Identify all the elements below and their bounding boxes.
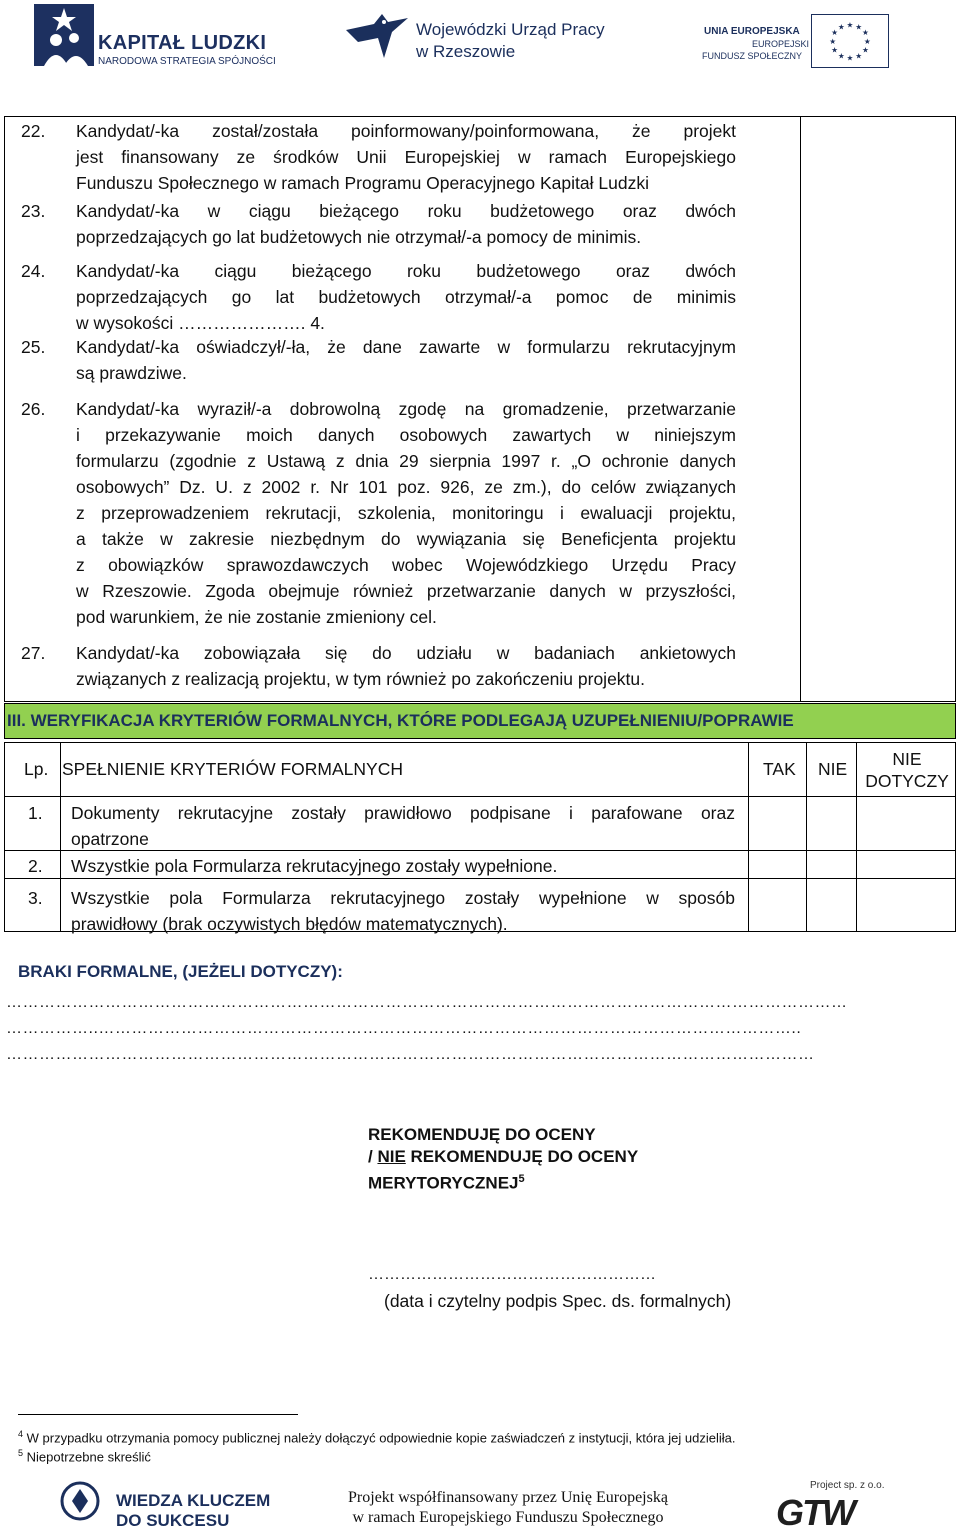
recommendation-block xyxy=(368,1124,638,1195)
recommendation-footnote-mark: 5 xyxy=(518,1173,525,1185)
header-criteria: SPEŁNIENIE KRYTERIÓW FORMALNYCH xyxy=(62,759,403,779)
item-line: formularzu (zgodnie z Ustawą z dnia 29 sierpnia 1997 r. „O ochronie danych xyxy=(76,451,736,471)
dotted-line: ……………………………………………………………………………………………………………………………………… xyxy=(6,994,848,1011)
item-line: poprzedzających go lat budżetowych nie otrzymał/-a pomocy de minimis. xyxy=(76,227,642,247)
item-text xyxy=(76,258,736,336)
recommendation-nie: NIE xyxy=(377,1147,406,1166)
item-line: z obowiązków sprawozdawczych wobec Wojewódzkiego Urzędu Pracy xyxy=(76,555,736,575)
wiedza-kluczem-logo xyxy=(60,1475,290,1531)
dotted-line: ……………..……………………………………………………………………………………………………………….. xyxy=(6,1020,802,1037)
item-line: w Rzeszowie. Zgoda obejmuje również przetwarzanie danych w przyszłości, xyxy=(76,581,736,601)
eu-line1: UNIA EUROPEJSKA xyxy=(704,26,800,37)
item-line: pod warunkiem, że nie zostanie zmieniony cel. xyxy=(76,607,437,627)
recommendation-slash: / xyxy=(368,1147,378,1166)
row-3-line1: Wszystkie pola Formularza rekrutacyjnego zostały wypełnione w sposób xyxy=(71,888,735,908)
project-cofinanced-note xyxy=(348,1488,668,1528)
item-line: związanych z realizacją projektu, w tym również po zakończeniu projektu. xyxy=(76,669,646,689)
recommendation-line3-text: MERYTORYCZNEJ xyxy=(368,1173,519,1193)
kapital-ludzki-title: KAPITAŁ LUDZKI xyxy=(98,32,267,54)
item-line: a także w zakresie niezbędnym do wywiązania się Beneficjenta projektu xyxy=(76,529,736,549)
item-number: 24. xyxy=(21,261,46,281)
item-line: i przekazywanie moich danych osobowych zawartych w niniejszym xyxy=(76,425,736,445)
item-text xyxy=(76,198,736,250)
header-tak: TAK xyxy=(763,759,796,779)
svg-text:★: ★ xyxy=(855,51,863,61)
svg-text:★: ★ xyxy=(846,20,854,30)
footnote-mark: 4 xyxy=(18,1429,24,1439)
wiedza-kluczem-emblem-icon xyxy=(60,1477,108,1525)
item-line: Kandydat/-ka zobowiązała się do udziału w badaniach ankietowych xyxy=(76,643,736,663)
item-text xyxy=(76,640,736,692)
wup-name-line1: Wojewódzki Urząd Pracy xyxy=(416,20,605,39)
item-text xyxy=(76,118,736,196)
item-line: Kandydat/-ka w ciągu bieżącego roku budżetowego oraz dwóch xyxy=(76,201,736,221)
item-line: Kandydat/-ka wyraził/-a dobrowolną zgodę na gromadzenie, przetwarzanie xyxy=(76,399,736,419)
item-number: 25. xyxy=(21,337,46,357)
row-2-number: 2. xyxy=(28,856,43,876)
eu-logo xyxy=(700,14,890,70)
item-text xyxy=(76,396,736,630)
item-line: są prawdziwe. xyxy=(76,363,187,383)
recommendation-line1: REKOMENDUJĘ DO OCENY xyxy=(368,1125,596,1144)
wiedza-kluczem-line1: WIEDZA KLUCZEM xyxy=(116,1491,271,1510)
gtw-company-type: Project sp. z o.o. xyxy=(810,1480,885,1491)
item-number: 22. xyxy=(21,121,46,141)
item-line: Kandydat/-ka ciągu bieżącego roku budżetowego oraz dwóch xyxy=(76,261,736,281)
header-nie: NIE xyxy=(818,759,848,779)
header-lp: Lp. xyxy=(24,759,49,779)
row-1-line1: Dokumenty rekrutacyjne zostały prawidłowo podpisane i parafowane oraz xyxy=(71,803,735,823)
recommendation-line2 xyxy=(368,1146,638,1168)
header-not-applicable xyxy=(862,748,952,792)
wup-logo xyxy=(344,10,624,70)
footnote-4 xyxy=(18,1429,735,1445)
recommendation-line3 xyxy=(368,1168,638,1195)
item-number: 26. xyxy=(21,399,46,419)
item-line: poprzedzających go lat budżetowych otrzymał/-a pomoc de minimis xyxy=(76,287,736,307)
svg-text:★: ★ xyxy=(831,28,839,38)
wup-name-line2: w Rzeszowie xyxy=(416,42,516,61)
header-nd-line2: DOTYCZY xyxy=(865,771,949,791)
row-3-line2: prawidłowy (brak oczywistych błędów matematycznych). xyxy=(71,914,508,934)
footnote-text: Niepotrzebne skreślić xyxy=(23,1449,151,1465)
kapital-ludzki-subtitle: NARODOWA STRATEGIA SPÓJNOŚCI xyxy=(98,56,276,67)
row-2-line1: Wszystkie pola Formularza rekrutacyjnego zostały wypełnione. xyxy=(71,856,558,876)
svg-text:★: ★ xyxy=(829,36,837,46)
table-col-divider xyxy=(856,742,857,932)
gtw-logo xyxy=(770,1478,890,1532)
gtw-name: GTW xyxy=(776,1492,854,1533)
item-line: Kandydat/-ka został/została poinformowany/poinformowana, że projekt xyxy=(76,121,736,141)
signature-dotted-line: ……………………………………………… xyxy=(368,1266,656,1283)
row-3-number: 3. xyxy=(28,888,43,908)
eu-flag-icon xyxy=(811,14,889,68)
item-line: osobowych” Dz. U. z 2002 r. Nr 101 poz. 926, ze zm.), do celów związanych xyxy=(76,477,736,497)
svg-text:★: ★ xyxy=(855,22,863,32)
wup-bird-icon xyxy=(344,12,410,64)
svg-text:★: ★ xyxy=(863,36,871,46)
footnote-5 xyxy=(18,1448,151,1464)
footnote-mark: 5 xyxy=(18,1448,24,1458)
table-row-divider xyxy=(4,796,956,797)
item-number: 23. xyxy=(21,201,46,221)
svg-text:★: ★ xyxy=(831,45,839,55)
section-3-header xyxy=(4,703,956,739)
dotted-line: ………………………………………………………………………………………………………………………………… xyxy=(6,1046,815,1063)
recommendation-line2-rest: REKOMENDUJĘ DO OCENY xyxy=(405,1147,639,1166)
kapital-ludzki-emblem-icon xyxy=(34,4,94,66)
item-line: z przeprowadzeniem rekrutacji, szkolenia, monitoringu i ewaluacji projektu, xyxy=(76,503,736,523)
svg-text:★: ★ xyxy=(837,22,845,32)
eu-line2: EUROPEJSKI xyxy=(752,39,810,49)
signature-label: (data i czytelny podpis Spec. ds. formalnych) xyxy=(384,1291,732,1311)
project-note-line2: w ramach Europejskiego Funduszu Społecznego xyxy=(352,1509,664,1526)
table-col-divider xyxy=(806,742,807,932)
section-3-title: III. WERYFIKACJA KRYTERIÓW FORMALNYCH, KTÓRE PODLEGAJĄ UZUPEŁNIENIU/POPRAWIE xyxy=(7,711,794,730)
item-text xyxy=(76,334,736,386)
row-1-number: 1. xyxy=(28,803,43,823)
footnote-separator xyxy=(18,1414,298,1415)
item-line: w wysokości …………………. 4. xyxy=(76,313,325,333)
svg-text:★: ★ xyxy=(861,28,869,38)
item-line: Funduszu Społecznego w ramach Programu Operacyjnego Kapitał Ludzki xyxy=(76,173,649,193)
kapital-ludzki-logo xyxy=(34,4,284,68)
svg-text:★: ★ xyxy=(861,45,869,55)
table-col-divider xyxy=(60,742,61,932)
row-1-line2: opatrzone xyxy=(71,829,149,849)
table-col-divider xyxy=(748,742,749,932)
wiedza-kluczem-line2: DO SUKCESU xyxy=(116,1511,230,1530)
svg-text:★: ★ xyxy=(837,51,845,61)
footnote-text: W przypadku otrzymania pomocy publicznej należy dołączyć odpowiednie kopie zaświadczeń z instytucji, która jej udzieliła. xyxy=(23,1430,736,1446)
braki-formalne-label: BRAKI FORMALNE, (JEŻELI DOTYCZY): xyxy=(18,962,343,981)
item-line: Kandydat/-ka oświadczył/-ła, że dane zawarte w formularzu rekrutacyjnym xyxy=(76,337,736,357)
eu-line3: FUNDUSZ SPOŁECZNY xyxy=(702,51,803,61)
project-note-line1: Projekt współfinansowany przez Unię Europejską xyxy=(348,1489,668,1506)
svg-text:★: ★ xyxy=(846,53,854,63)
declarations-table-divider xyxy=(800,116,801,702)
item-line: jest finansowany ze środków Unii Europejskiej w ramach Europejskiego xyxy=(76,147,736,167)
item-number: 27. xyxy=(21,643,46,663)
header-nd-line1: NIE xyxy=(892,749,922,769)
